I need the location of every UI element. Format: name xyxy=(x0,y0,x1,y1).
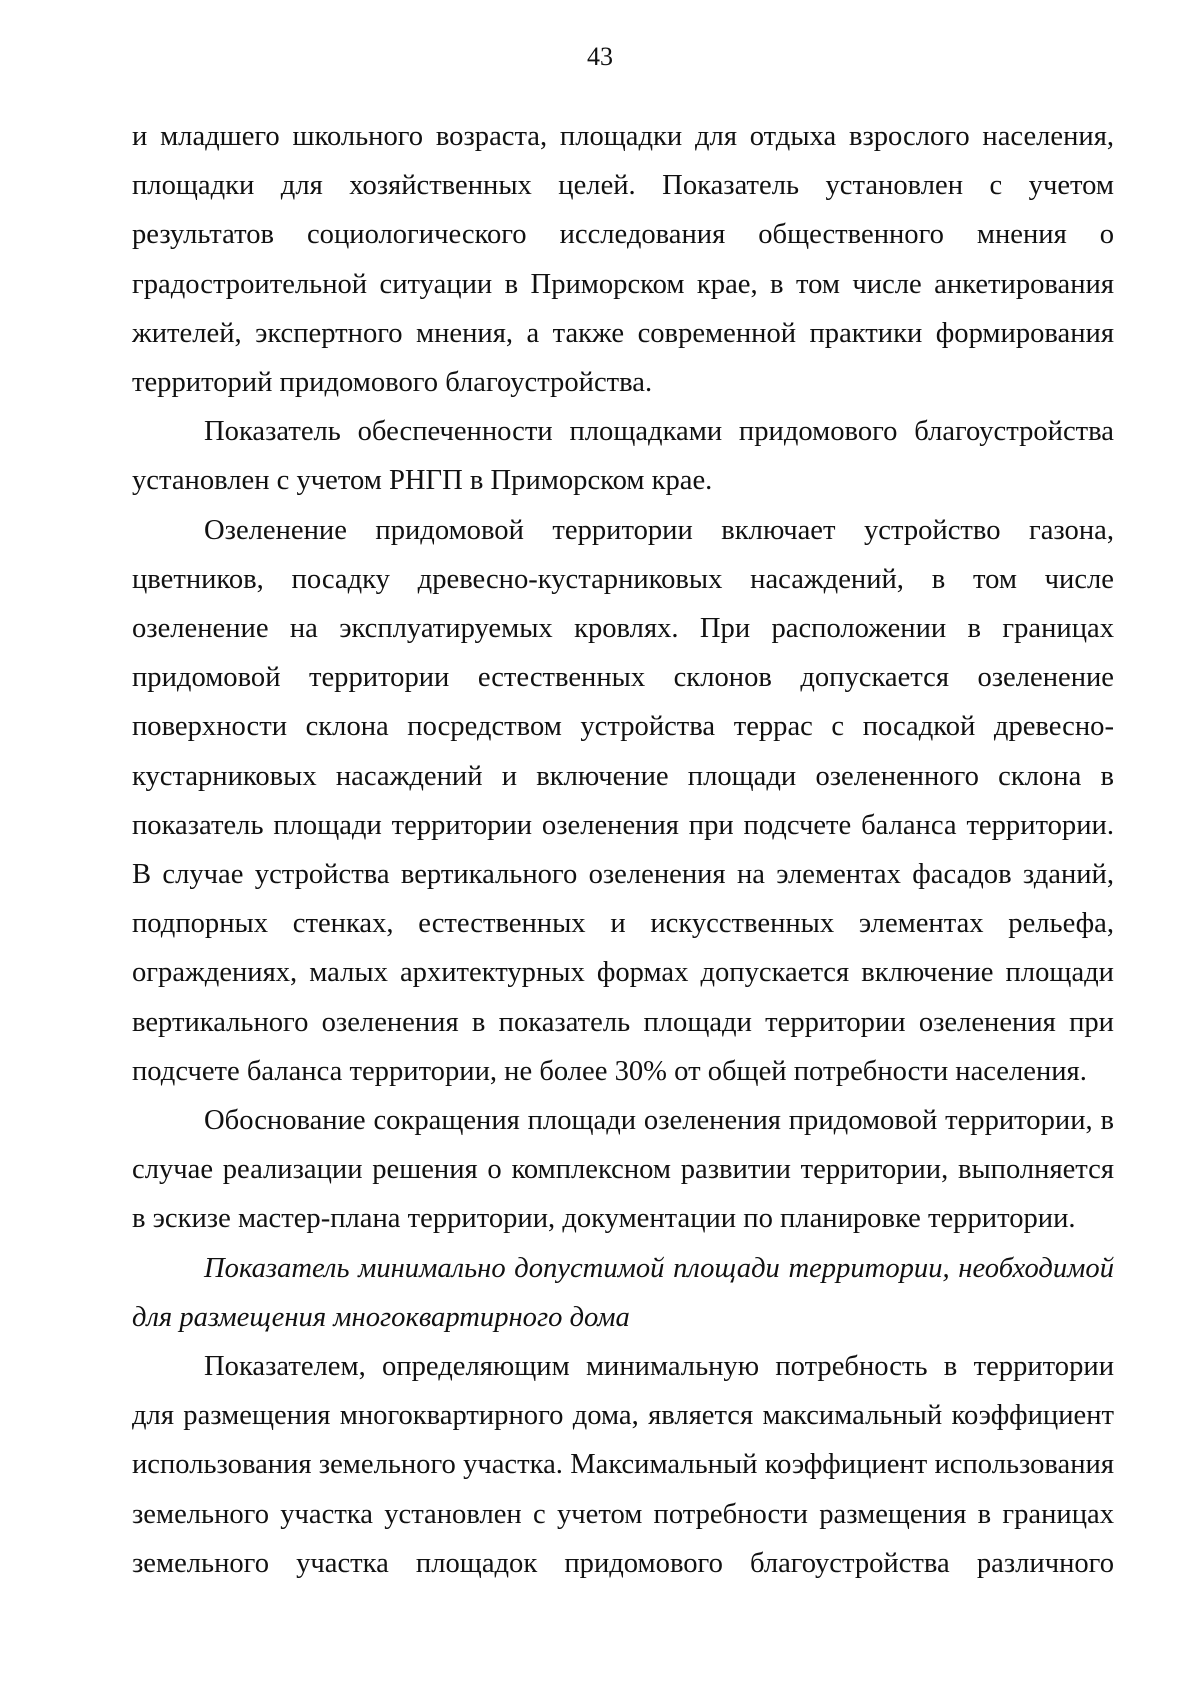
paragraph-landscaping: Озеленение придомовой территории включает устройство газона, цветников, посадку древесно-кустарниковых насаждений, в том числе озеленение на эксплуатируемых кровлях. При расположении в границах придомовой территории естественных склонов допускается озеленение поверхности склона посредством устройства террас с посадкой древесно-кустарниковых насаждений и включение площади озелененного склона в показатель площади территории озеленения при подсчете баланса территории. В случае устройства вертикального озеленения на элементах фасадов зданий, подпорных стенках, естественных и искусственных элементах рельефа, ограждениях, малых архитектурных формах допускается включение площади вертикального озеленения в показатель площади территории озеленения при подсчете баланса территории, не более 30% от общей потребности населения. xyxy=(132,514,1114,1087)
section-heading: Показатель минимально допустимой площади территории, необходимой для размещения многоквартирного дома xyxy=(132,1252,1114,1333)
paragraph-continuation: и младшего школьного возраста, площадки для отдыха взрослого населения, площадки для хозяйственных целей. Показатель установлен с учетом результатов социологического исследования общественного мнения о градостроительной ситуации в Приморском крае, в том числе анкетирования жителей, экспертного мнения, а также современной практики формирования территорий придомового благоустройства. xyxy=(132,121,1114,399)
paragraph-landscaping-reduction: Обоснование сокращения площади озеленения придомовой территории, в случае реализации решения о комплексном развитии территории, выполняется в эскизе мастер-плана территории, документации по планировке территории. xyxy=(132,1105,1114,1235)
page-body xyxy=(132,112,1114,1588)
page-number: 43 xyxy=(587,42,613,71)
paragraph-provision-indicator: Показатель обеспеченности площадками придомового благоустройства установлен с учетом РНГП в Приморском крае. xyxy=(132,416,1114,497)
paragraph-land-use-coefficient: Показателем, определяющим минимальную потребность в территории для размещения многоквартирного дома, является максимальный коэффициент использования земельного участка. Максимальный коэффициент использования земельного участка установлен с учетом потребности размещения в границах земельного участка площадок придомового благоустройства различного xyxy=(132,1351,1114,1579)
